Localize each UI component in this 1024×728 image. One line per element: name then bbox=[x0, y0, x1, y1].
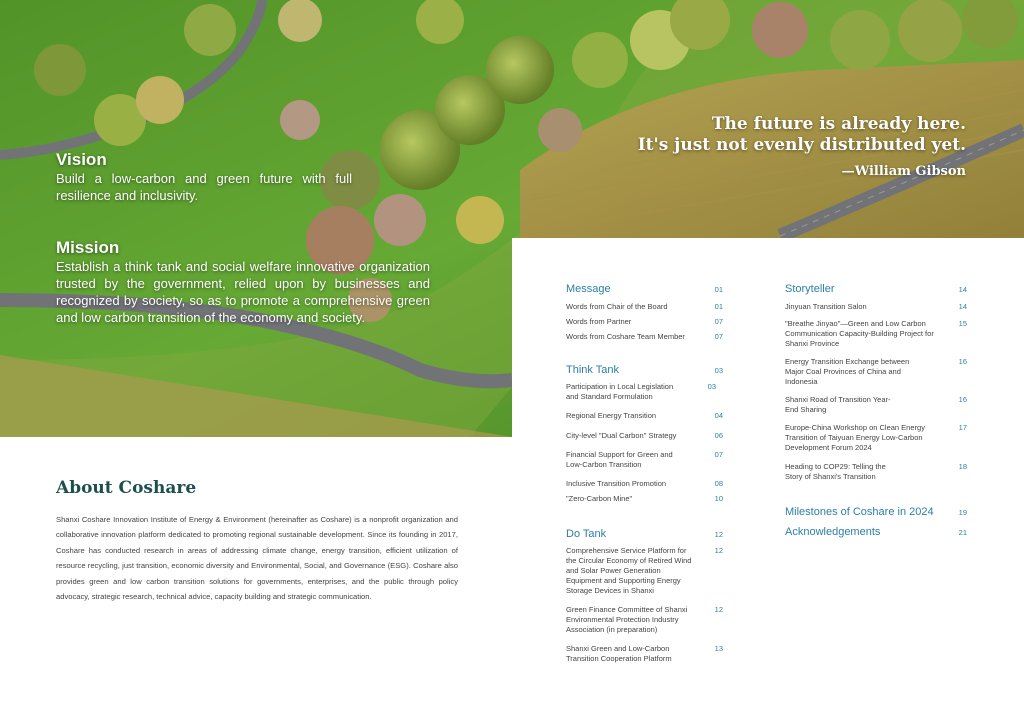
toc-item[interactable]: Words from Coshare Team Member 07 bbox=[566, 332, 723, 341]
toc-item[interactable]: Heading to COP29: Telling the Story of Shanxi's Transition 18 bbox=[785, 462, 967, 481]
toc-section-acknowledgements[interactable] bbox=[785, 526, 967, 538]
toc-item[interactable]: Energy Transition Exchange between Major Coal Provinces of China and Indonesia 16 bbox=[785, 357, 967, 386]
toc-item[interactable]: Shanxi Road of Transition Year-End Sharing 16 bbox=[785, 395, 967, 414]
toc-item[interactable]: Words from Partner 07 bbox=[566, 317, 723, 326]
toc-section-do-tank[interactable] bbox=[566, 528, 723, 540]
toc-section-title: Do Tank bbox=[566, 528, 607, 540]
about-text: Shanxi Coshare Innovation Institute of Energy & Environment (hereinafter as Coshare) is a nonprofit organization and collaborative innovation platform dedicated to promoting regional sustainable development. Since its founding in 2017, Coshare has conducted research in areas of addressing climate change, energy transition, efficient utilization of resource recycling, just transition, economic diversity and Environmental, Social, and Governance (ESG). Coshare also provides green and low carbon transition solutions for governments, enterprises, and the public through policy advocacy, strategic research, technical advice, capacity building and strategic communication. bbox=[56, 515, 458, 602]
about-section bbox=[56, 478, 458, 604]
quote-author: —William Gibson bbox=[841, 164, 966, 179]
mission-text: Establish a think tank and social welfare innovative organization trusted by the government, relied upon by businesses and recognized by society, so as to promote a comprehensive green and low carbon transition of the economy and society. bbox=[56, 259, 430, 325]
toc-page-number: 03 bbox=[714, 366, 723, 375]
toc-item[interactable]: Europe-China Workshop on Clean Energy Transition of Taiyuan Energy Low-Carbon Development Forum 2024 17 bbox=[785, 423, 967, 452]
toc-column-right bbox=[785, 283, 967, 538]
toc-section-milestones[interactable] bbox=[785, 506, 967, 518]
toc-item[interactable]: Comprehensive Service Platform for the Circular Economy of Retired Wind and Solar Power Generation Equipment and Supporting Energy Storage Devices in Shanxi 12 bbox=[566, 546, 723, 595]
toc-item[interactable]: "Breathe Jinyao"—Green and Low Carbon Communication Capacity-Building Project for Shanxi Province 15 bbox=[785, 319, 967, 348]
vision-text: Build a low-carbon and green future with full resilience and inclusivity. bbox=[56, 171, 352, 203]
toc-item[interactable]: Participation in Local Legislation and Standard Formulation 03 bbox=[566, 382, 716, 401]
toc-item[interactable]: Inclusive Transition Promotion 08 bbox=[566, 479, 723, 488]
quote-line-1: The future is already here. bbox=[711, 114, 966, 134]
toc-page-number: 01 bbox=[714, 285, 723, 294]
toc-section-title: Acknowledgements bbox=[785, 526, 881, 538]
toc-item[interactable]: Jinyuan Transition Salon 14 bbox=[785, 302, 967, 311]
quote-line-2: It's just not evenly distributed yet. bbox=[637, 135, 966, 155]
quote-block bbox=[638, 114, 966, 179]
toc-section-title: Think Tank bbox=[566, 364, 619, 376]
toc-item[interactable]: Financial Support for Green and Low-Carbon Transition 07 bbox=[566, 450, 723, 469]
toc-section-title: Storyteller bbox=[785, 283, 835, 295]
toc-item[interactable]: Shanxi Green and Low-Carbon Transition Cooperation Platform 13 bbox=[566, 644, 723, 663]
toc-item[interactable]: "Zero-Carbon Mine" 10 bbox=[566, 494, 723, 503]
toc-section-title: Message bbox=[566, 283, 611, 295]
toc-item[interactable]: Regional Energy Transition 04 bbox=[566, 411, 723, 420]
vision-title: Vision bbox=[56, 150, 107, 169]
toc-item[interactable]: City-level "Dual Carbon" Strategy 06 bbox=[566, 431, 723, 440]
toc-item[interactable]: Words from Chair of the Board 01 bbox=[566, 302, 723, 311]
toc-section-message[interactable] bbox=[566, 283, 723, 295]
mission-title: Mission bbox=[56, 238, 120, 257]
vision-block bbox=[56, 150, 352, 204]
toc-column-left bbox=[566, 283, 723, 664]
toc-page-number: 14 bbox=[958, 285, 967, 294]
toc-item[interactable]: Green Finance Committee of Shanxi Environmental Protection Industry Association (in preparation) 12 bbox=[566, 605, 723, 634]
toc-page-number: 19 bbox=[958, 508, 967, 517]
toc-page-number: 12 bbox=[714, 530, 723, 539]
toc-page-number: 21 bbox=[958, 528, 967, 537]
toc-section-storyteller[interactable] bbox=[785, 283, 967, 295]
about-title: About Coshare bbox=[56, 478, 197, 498]
toc-section-think-tank[interactable] bbox=[566, 364, 723, 376]
mission-block bbox=[56, 238, 430, 326]
toc-section-title: Milestones of Coshare in 2024 bbox=[785, 506, 934, 518]
